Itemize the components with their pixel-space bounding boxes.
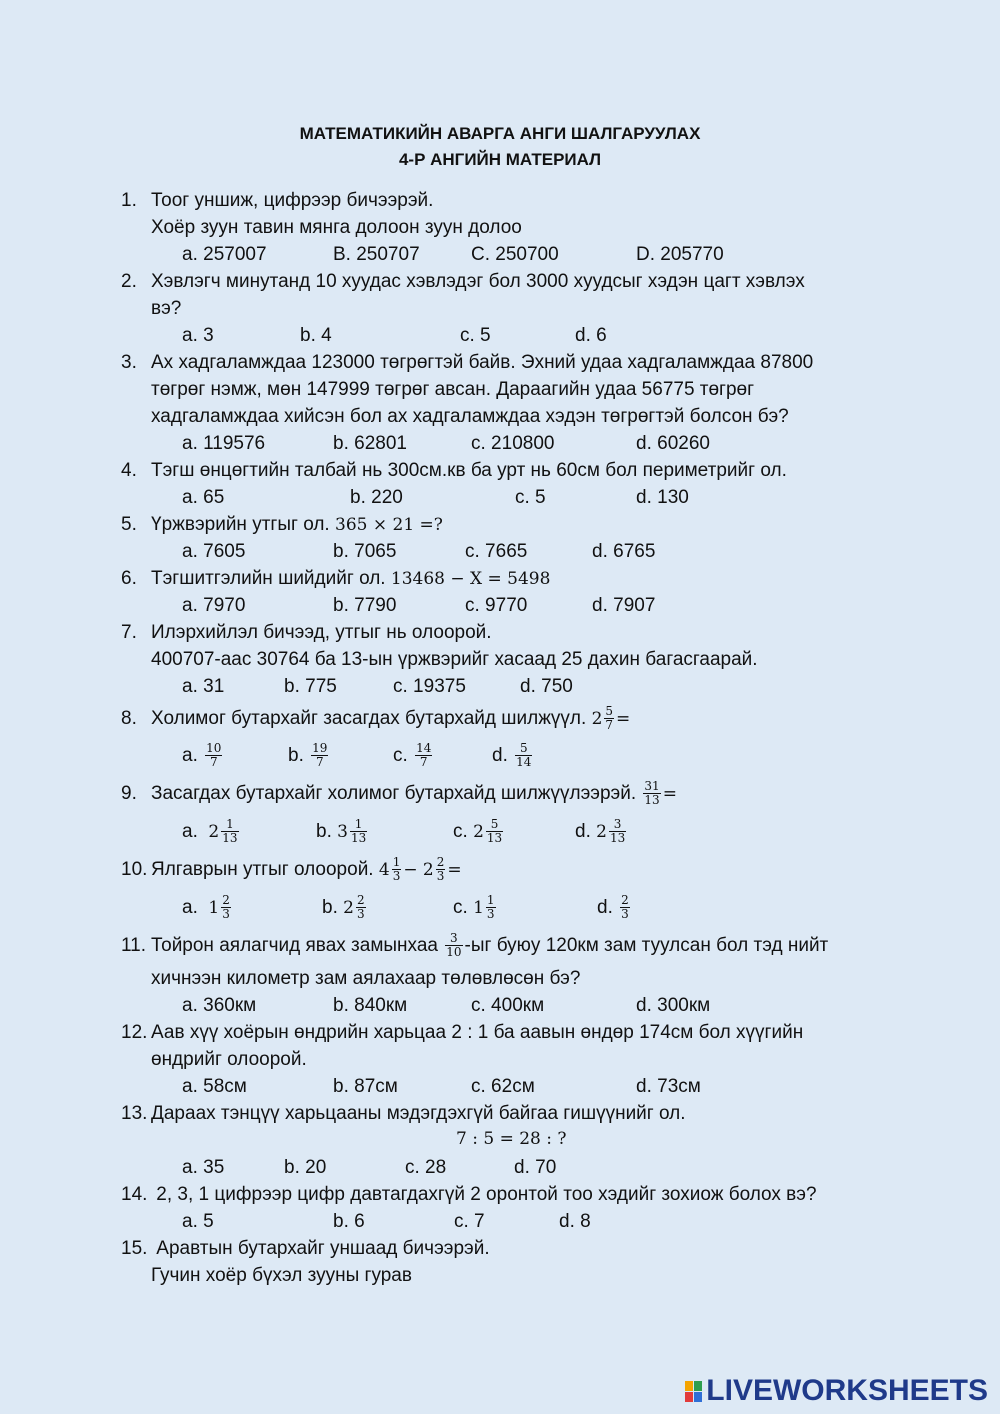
question-number: 6. <box>121 568 137 589</box>
question-number: 14. <box>121 1184 148 1205</box>
question-8 <box>121 705 630 733</box>
q8-option-d[interactable] <box>492 742 534 769</box>
question-3 <box>121 349 813 376</box>
question-number: 2. <box>121 271 137 292</box>
numerator: 3 <box>445 932 462 946</box>
q13-option-d[interactable]: d. 70 <box>514 1157 557 1178</box>
question-text: Үржвэрийн утгыг ол. <box>151 514 330 535</box>
q7-option-d[interactable]: d. 750 <box>520 676 573 697</box>
q6-option-a[interactable]: a. 7970 <box>182 595 246 616</box>
question-10 <box>121 856 462 884</box>
question-3-line-3: хадгаламждаа хийсэн бол ах хадгаламждаа хэдэн төгрөгтэй болсон бэ? <box>151 406 789 427</box>
numerator: 1 <box>221 818 238 832</box>
denominator: 7 <box>605 718 614 733</box>
question-text: Тойрон аялагчид явах замынхаа <box>151 935 438 956</box>
question-number: 1. <box>121 190 137 211</box>
question-3-line-2: төгрөг нэмж, мөн 147999 төгрөг авсан. Дараагийн удаа 56775 төгрөг <box>151 379 755 400</box>
q14-option-a[interactable]: a. 5 <box>182 1211 214 1232</box>
liveworksheets-icon <box>685 1381 703 1403</box>
option-letter: c. <box>393 745 408 766</box>
fraction <box>515 742 532 769</box>
fraction <box>311 742 328 769</box>
title-line-2: 4-Р АНГИЙН МАТЕРИАЛ <box>398 150 602 169</box>
question-text: Холимог бутархайг засагдах бутархайд шилжүүл. <box>151 708 587 729</box>
fraction <box>486 894 496 921</box>
question-13-expression: 7 : 5 = 28 : ? <box>456 1129 567 1149</box>
q4-option-a[interactable]: a. 65 <box>182 487 225 508</box>
question-number: 5. <box>121 514 137 535</box>
q7-option-b[interactable]: b. 775 <box>284 676 337 697</box>
denominator: 14 <box>516 755 532 770</box>
fraction <box>205 742 222 769</box>
q9-option-b[interactable] <box>316 818 369 846</box>
option-letter: d. <box>575 821 591 842</box>
question-text: Ялгаврын утгыг олоорой. <box>151 859 374 880</box>
fraction <box>445 932 462 959</box>
denominator: 7 <box>419 755 428 770</box>
numerator: 2 <box>621 893 629 908</box>
mixed-whole: 2 <box>422 860 434 880</box>
q11-option-d[interactable]: d. 300км <box>636 995 711 1016</box>
question-text: Тэгш өнцөгтийн талбай нь 300см.кв ба урт нь 60см бол периметрийг ол. <box>151 460 787 481</box>
option-letter: a. <box>182 897 198 918</box>
q14-option-c[interactable]: c. 7 <box>454 1211 485 1232</box>
option-letter: b. <box>288 745 304 766</box>
option-letter: d. <box>492 745 508 766</box>
numerator: 5 <box>515 742 532 756</box>
mixed-whole: 2 <box>591 709 603 729</box>
question-15-line-2: Гучин хоёр бүхэл зууны гурав <box>151 1265 412 1286</box>
question-2-line-2: вэ? <box>151 298 182 319</box>
question-number: 13. <box>121 1103 148 1124</box>
q8-option-a[interactable] <box>182 742 224 769</box>
numerator: 2 <box>356 893 365 908</box>
numerator: 19 <box>312 741 328 756</box>
mixed-whole: 2 <box>208 822 220 842</box>
q2-option-a[interactable]: a. 3 <box>182 325 214 346</box>
q6-option-b[interactable]: b. 7790 <box>333 595 397 616</box>
option-letter: b. <box>316 821 332 842</box>
liveworksheets-logo <box>685 1374 988 1408</box>
mixed-whole: 3 <box>337 822 348 842</box>
fraction <box>436 856 446 883</box>
question-text: Аав хүү хоёрын өндрийн харьцаа 2 : 1 ба аавын өндөр 174см бол хүүгийн <box>151 1022 804 1043</box>
fraction <box>620 894 630 921</box>
q9-option-c[interactable] <box>453 818 505 846</box>
question-11-line-2: хичнээн километр зам аялахаар төлөвлөсөн бэ? <box>151 968 581 989</box>
question-6 <box>121 565 550 593</box>
q12-option-d[interactable]: d. 73см <box>636 1076 701 1097</box>
fraction <box>356 894 366 921</box>
question-9 <box>121 780 677 808</box>
numerator: 3 <box>609 818 626 832</box>
denominator: 7 <box>209 755 218 770</box>
mixed-whole: 4 <box>378 860 390 880</box>
question-14 <box>121 1181 817 1208</box>
denominator: 13 <box>644 793 660 808</box>
question-number: 3. <box>121 352 137 373</box>
fraction <box>221 894 231 921</box>
option-letter: d. <box>597 897 613 918</box>
equals-sign: = <box>616 709 631 729</box>
q1-option-a[interactable]: a. 257007 <box>182 244 267 265</box>
question-15 <box>121 1235 490 1262</box>
question-number: 9. <box>121 783 137 804</box>
minus-sign: − <box>403 860 418 880</box>
option-letter: a. <box>182 745 198 766</box>
fraction <box>415 742 432 769</box>
fraction <box>604 705 614 732</box>
denominator: 3 <box>222 907 230 922</box>
q14-option-d[interactable]: d. 8 <box>559 1211 591 1232</box>
q5-option-a[interactable]: a. 7605 <box>182 541 246 562</box>
q13-option-b[interactable]: b. 20 <box>284 1157 327 1178</box>
q14-option-b[interactable]: b. 6 <box>333 1211 365 1232</box>
question-13 <box>121 1100 686 1127</box>
q2-option-c[interactable]: c. 5 <box>460 325 491 346</box>
q6-option-d[interactable]: d. 7907 <box>592 595 656 616</box>
denominator: 13 <box>350 831 367 846</box>
question-1-line-2: Хоёр зуун тавин мянга долоон зуун долоо <box>151 217 522 238</box>
mixed-whole: 2 <box>473 822 484 842</box>
q3-option-d[interactable]: d. 60260 <box>636 433 710 454</box>
q5-option-c[interactable]: c. 7665 <box>465 541 528 562</box>
q12-option-a[interactable]: a. 58см <box>182 1076 247 1097</box>
q12-option-b[interactable]: b. 87см <box>333 1076 398 1097</box>
mixed-whole: 1 <box>208 898 220 918</box>
q10-option-c[interactable] <box>453 894 498 922</box>
option-letter: a. <box>182 821 198 842</box>
q8-option-b[interactable] <box>288 742 330 769</box>
denominator: 3 <box>392 869 401 884</box>
q7-option-a[interactable]: a. 31 <box>182 676 225 697</box>
q5-option-d[interactable]: d. 6765 <box>592 541 656 562</box>
denominator: 10 <box>446 945 462 960</box>
question-text: Илэрхийлэл бичээд, утгыг нь олоорой. <box>151 622 492 643</box>
question-number: 8. <box>121 708 137 729</box>
question-number: 12. <box>121 1022 148 1043</box>
question-number: 4. <box>121 460 137 481</box>
q8-option-c[interactable] <box>393 742 434 769</box>
q10-option-d[interactable] <box>597 894 632 921</box>
question-1 <box>121 187 433 214</box>
q13-option-a[interactable]: a. 35 <box>182 1157 225 1178</box>
numerator: 5 <box>605 704 614 719</box>
numerator: 2 <box>222 893 230 908</box>
q11-option-b[interactable]: b. 840км <box>333 995 408 1016</box>
q10-option-a[interactable] <box>182 894 233 922</box>
q13-option-c[interactable]: c. 28 <box>405 1157 447 1178</box>
question-12-line-2: өндрийг олоорой. <box>151 1049 307 1070</box>
question-7-line-2: 400707-аас 30764 ба 13-ын үржвэрийг хасаад 25 дахин багасгаарай. <box>151 649 758 670</box>
question-text: Дараах тэнцүү харьцааны мэдэгдэхгүй байгаа гишүүнийг ол. <box>151 1103 686 1124</box>
question-text: Ах хадгаламждаа 123000 төгрөгтэй байв. Эхний удаа хадгаламждаа 87800 <box>151 352 814 373</box>
fraction <box>392 856 402 883</box>
numerator: 31 <box>644 779 660 794</box>
fraction <box>350 818 367 845</box>
q1-option-c[interactable]: C. 250700 <box>471 244 559 265</box>
q7-option-c[interactable]: c. 19375 <box>393 676 466 697</box>
q3-option-a[interactable]: a. 119576 <box>182 433 266 454</box>
question-7 <box>121 619 492 646</box>
q1-option-d[interactable]: D. 205770 <box>636 244 724 265</box>
q9-option-d[interactable] <box>575 818 628 846</box>
q10-option-b[interactable] <box>322 894 368 922</box>
q5-option-b[interactable]: b. 7065 <box>333 541 397 562</box>
q12-option-c[interactable]: c. 62см <box>471 1076 535 1097</box>
question-expression: 365 × 21 =? <box>335 515 443 535</box>
equals-sign: = <box>662 784 677 804</box>
mixed-whole: 2 <box>596 822 607 842</box>
q11-option-a[interactable]: a. 360км <box>182 995 257 1016</box>
question-text: Хэвлэгч минутанд 10 хуудас хэвлэдэг бол 3000 хуудсыг хэдэн цагт хэвлэх <box>151 271 805 292</box>
numerator: 2 <box>436 855 445 870</box>
fraction <box>221 818 238 845</box>
question-12 <box>121 1019 803 1046</box>
equals-sign: = <box>447 860 462 880</box>
denominator: 13 <box>222 831 238 846</box>
question-text-continued: -ыг буюу 120км зам туулсан бол тэд нийт <box>464 935 829 956</box>
q1-option-b[interactable]: B. 250707 <box>333 244 420 265</box>
q2-option-d[interactable]: d. 6 <box>575 325 607 346</box>
q2-option-b[interactable]: b. 4 <box>300 325 332 346</box>
q9-option-a[interactable] <box>182 818 241 846</box>
q11-option-c[interactable]: c. 400км <box>471 995 545 1016</box>
q4-option-d[interactable]: d. 130 <box>636 487 689 508</box>
question-text: 2, 3, 1 цифрээр цифр давтагдахгүй 2 оронтой тоо хэдийг зохиож болох вэ? <box>151 1184 817 1205</box>
denominator: 3 <box>436 869 445 884</box>
q3-option-c[interactable]: c. 210800 <box>471 433 555 454</box>
option-letter: b. <box>322 897 338 918</box>
fraction <box>643 780 660 807</box>
numerator: 14 <box>416 741 432 756</box>
question-text: Засагдах бутархайг холимог бутархайд шилжүүлээрэй. <box>151 783 637 804</box>
question-5 <box>121 511 443 539</box>
question-expression: 13468 − X = 5498 <box>390 569 551 589</box>
logo-text: LIVEWORKSHEETS <box>706 1374 988 1407</box>
numerator: 1 <box>486 893 495 908</box>
denominator: 3 <box>356 907 365 922</box>
mixed-whole: 2 <box>343 898 354 918</box>
fraction <box>486 818 503 845</box>
numerator: 1 <box>392 855 401 870</box>
denominator: 13 <box>609 831 626 846</box>
denominator: 7 <box>315 755 324 770</box>
option-letter: c. <box>453 821 468 842</box>
option-letter: c. <box>453 897 468 918</box>
denominator: 3 <box>621 907 629 922</box>
question-4 <box>121 457 787 484</box>
q4-option-c[interactable]: c. 5 <box>515 487 546 508</box>
numerator: 10 <box>206 741 222 756</box>
question-2 <box>121 268 805 295</box>
q3-option-b[interactable]: b. 62801 <box>333 433 407 454</box>
mixed-whole: 1 <box>473 898 484 918</box>
denominator: 13 <box>486 831 503 846</box>
q6-option-c[interactable]: c. 9770 <box>465 595 528 616</box>
question-text: Тэгшитгэлийн шийдийг ол. <box>151 568 386 589</box>
question-text: Аравтын бутархайг уншаад бичээрэй. <box>151 1238 490 1259</box>
title-line-1: МАТЕМАТИКИЙН АВАРГА АНГИ ШАЛГАРУУЛАХ <box>299 124 701 143</box>
question-number: 10. <box>121 859 148 880</box>
question-number: 11. <box>121 935 147 956</box>
fraction <box>609 818 626 845</box>
question-number: 7. <box>121 622 137 643</box>
question-11 <box>121 932 828 959</box>
question-text: Тоог уншиж, цифрээр бичээрэй. <box>151 190 434 211</box>
q4-option-b[interactable]: b. 220 <box>350 487 403 508</box>
numerator: 1 <box>350 818 367 832</box>
denominator: 3 <box>486 907 495 922</box>
question-number: 15. <box>121 1238 148 1259</box>
numerator: 5 <box>486 818 503 832</box>
